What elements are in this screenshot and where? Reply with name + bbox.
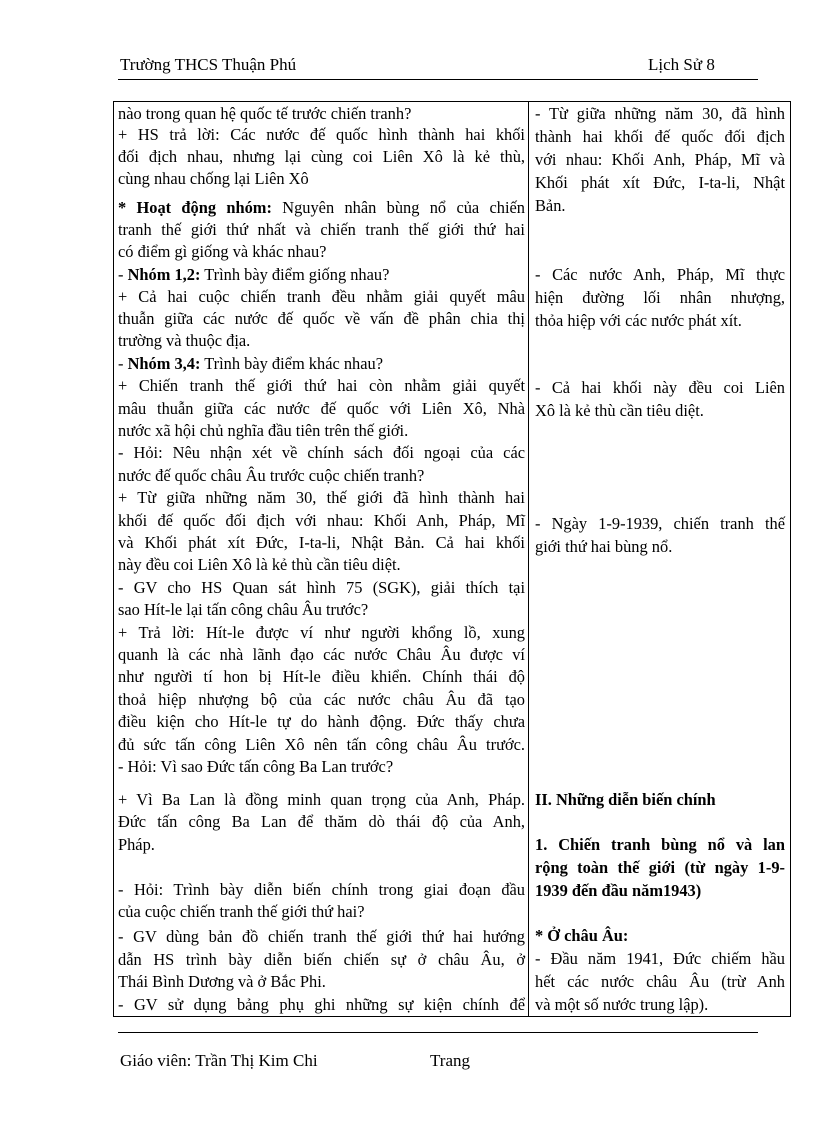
group-1-2-line: - Nhóm 1,2: Trình bày điểm giống nhau? bbox=[118, 265, 390, 284]
group-3-4-line: - Nhóm 3,4: Trình bày điểm khác nhau? bbox=[118, 354, 383, 373]
text-line: Khối phát xít Đức, I-ta-li, Nhật bbox=[535, 173, 785, 192]
text-line: thuẫn giữa các nước đế quốc về vấn đề phân chia thị bbox=[118, 309, 525, 328]
text-line: trường và thuộc địa. bbox=[118, 331, 251, 350]
text-line: đối địch nhau, nhưng lại cùng coi Liên Xô là kẻ thù, bbox=[118, 147, 525, 166]
text-line: cùng nhau chống lại Liên Xô bbox=[118, 169, 309, 188]
text-line: - Hỏi: Trình bày diễn biến chính trong giai đoạn đầu bbox=[118, 880, 525, 899]
text-line: + Cả hai cuộc chiến tranh đều nhằm giải quyết mâu bbox=[118, 287, 525, 306]
text-line: - Hỏi: Vì sao Đức tấn công Ba Lan trước? bbox=[118, 757, 394, 776]
subsection-heading: 1939 đến đầu năm1943) bbox=[535, 881, 702, 900]
text-line: + Từ giữa những năm 30, thế giới đã hình thành hai bbox=[118, 488, 525, 507]
region-heading: * Ở châu Âu: bbox=[535, 926, 629, 945]
group-3-4-label: Nhóm 3,4: bbox=[127, 354, 201, 373]
text-line: - Đầu năm 1941, Đức chiếm hầu bbox=[535, 949, 785, 968]
group-1-2-label: Nhóm 1,2: bbox=[127, 265, 201, 284]
text-line: có điểm gì giống và khác nhau? bbox=[118, 242, 327, 261]
subject-name: Lịch Sử 8 bbox=[648, 55, 715, 74]
text-line: tranh thế giới thứ nhất và chiến tranh thế giới thứ hai bbox=[118, 220, 525, 239]
text-line: - Các nước Anh, Pháp, Mĩ thực bbox=[535, 265, 785, 284]
text-line: Pháp. bbox=[118, 835, 155, 854]
text-line: mâu thuẫn giữa các nước đế quốc với Liên Xô, Nhà bbox=[118, 399, 525, 418]
text-line: nước đế quốc châu Âu trước cuộc chiến tranh? bbox=[118, 466, 425, 485]
subsection-heading: rộng toàn thế giới (từ ngày 1-9- bbox=[535, 858, 785, 877]
text-line: - GV sử dụng bảng phụ ghi những sự kiện chính để bbox=[118, 995, 525, 1014]
text-line: - Hỏi: Nêu nhận xét về chính sách đối ngoại của các bbox=[118, 443, 525, 462]
group-activity-label: * Hoạt động nhóm: bbox=[118, 198, 272, 217]
text-line: nào trong quan hệ quốc tế trước chiến tranh? bbox=[118, 104, 412, 123]
subsection-heading: 1. Chiến tranh bùng nổ và lan bbox=[535, 835, 785, 854]
text-line: điều kiện cho Hít-le tự do hành động. Đức thấy chưa bbox=[118, 712, 525, 731]
teacher-name: Giáo viên: Trần Thị Kim Chi bbox=[120, 1051, 318, 1070]
group-activity-line: * Hoạt động nhóm: Nguyên nhân bùng nổ của chiến bbox=[118, 198, 526, 217]
text-line: khối đế quốc đối địch với nhau: Khối Anh, Pháp, Mĩ bbox=[118, 511, 525, 530]
text-line: thỏa hiệp với các nước phát xít. bbox=[535, 311, 742, 330]
text-line: dẫn HS trình bày diễn biến chiến sự ở châu Âu, ở bbox=[118, 950, 525, 969]
text-line: sao Hít-le lại tấn công châu Âu trước? bbox=[118, 600, 369, 619]
text-line: - GV dùng bản đồ chiến tranh thế giới thứ hai hướng bbox=[118, 927, 525, 946]
text-line: Bản. bbox=[535, 196, 566, 215]
text-line: thành hai khối đế quốc đối địch bbox=[535, 127, 785, 146]
content-column bbox=[529, 102, 790, 1016]
text-line: - Cả hai khối này đều coi Liên bbox=[535, 378, 785, 397]
text-line: hết các nước châu Âu (trừ Anh bbox=[535, 972, 785, 991]
text-line: Đức tấn công Ba Lan để thăm dò thái độ của Anh, bbox=[118, 812, 525, 831]
section-heading: II. Những diễn biến chính bbox=[535, 790, 716, 809]
lesson-table bbox=[113, 101, 791, 1017]
text-line: như người tí hon bị Hít-le điều khiển. Chính thái độ bbox=[118, 667, 525, 686]
text-line: và một số nước trung lập). bbox=[535, 995, 709, 1014]
school-name: Trường THCS Thuận Phú bbox=[120, 55, 297, 74]
page-label: Trang bbox=[430, 1051, 470, 1070]
text-line: của cuộc chiến tranh thế giới thứ hai? bbox=[118, 902, 365, 921]
text-line: và Khối phát xít Đức, I-ta-li, Nhật Bản. Cả hai khối bbox=[118, 533, 525, 552]
text-line: + Vì Ba Lan là đồng minh quan trọng của Anh, Pháp. bbox=[118, 790, 525, 809]
text-line: + HS trả lời: Các nước đế quốc hình thành hai khối bbox=[118, 125, 525, 144]
text-line: Thái Bình Dương và ở Bắc Phi. bbox=[118, 972, 326, 991]
text-line: nước xã hội chủ nghĩa đầu tiên trên thế giới. bbox=[118, 421, 409, 440]
page-header bbox=[118, 55, 758, 80]
text-line: - GV cho HS Quan sát hình 75 (SGK), giải thích tại bbox=[118, 578, 525, 597]
page-footer bbox=[118, 1032, 758, 1070]
activities-column bbox=[114, 102, 529, 1016]
text-line: đủ sức tấn công Liên Xô nên tấn công châu Âu trước. bbox=[118, 735, 525, 754]
text-line: với nhau: Khối Anh, Pháp, Mĩ và bbox=[535, 150, 785, 169]
text-line: hiện đường lối nhân nhượng, bbox=[535, 288, 785, 307]
text-line: Xô là kẻ thù cần tiêu diệt. bbox=[535, 401, 704, 420]
text-line: - Từ giữa những năm 30, đã hình bbox=[535, 104, 785, 123]
text-line: + Trả lời: Hít-le được ví như người khổng lồ, xung bbox=[118, 623, 525, 642]
text-line: quanh là các nhà lãnh đạo các nước Châu Âu được ví bbox=[118, 645, 525, 664]
text-line: thoả hiệp nhượng bộ của các nước châu Âu đã tạo bbox=[118, 690, 525, 709]
text-line: + Chiến tranh thế giới thứ hai còn nhằm giải quyết bbox=[118, 376, 525, 395]
text-line: - Ngày 1-9-1939, chiến tranh thế bbox=[535, 514, 785, 533]
text-line: giới thứ hai bùng nổ. bbox=[535, 537, 673, 556]
text-line: này đều coi Liên Xô là kẻ thù cần tiêu diệt. bbox=[118, 555, 401, 574]
